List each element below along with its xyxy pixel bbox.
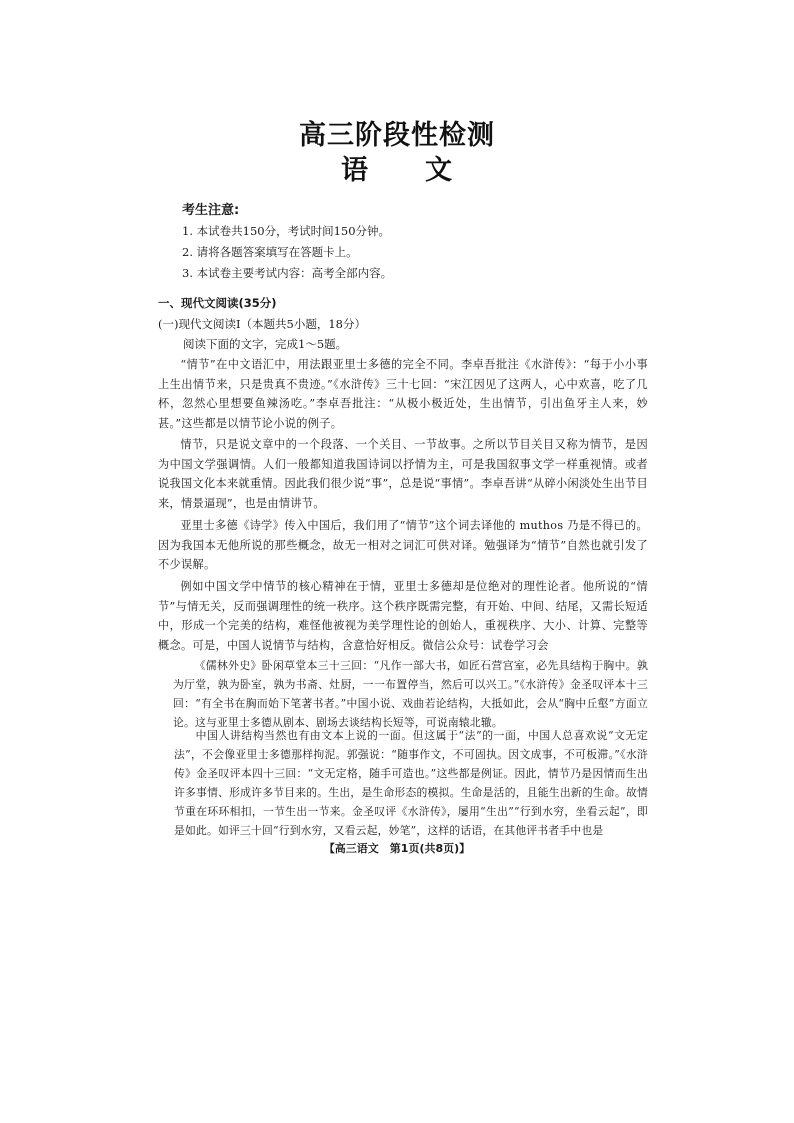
page-footer: 【高三语文 第1页(共8页)】	[323, 842, 471, 855]
passage-paragraph: 亚里士多德《诗学》传入中国后，我们用了“情节”这个词去译他的 muthos 乃是不得已的。因为我国本无他所说的那些概念，故无一相对之词汇可供对译。勉强译为“情节”自然也就引发了不少误解。	[158, 519, 648, 572]
notice-item: 2. 请将各题答案填写在答题卡上。	[182, 245, 358, 259]
subject-title	[0, 148, 794, 187]
passage-paragraph: “情节”在中文语汇中，用法跟亚里士多德的完全不同。李卓吾批注《水浒传》：“每于小小事上生出情节来，只是贵真不贵迹。”《水浒传》三十七回：“宋江因见了这两人，心中欢喜，吃了几杯，忽然心里想要鱼辣汤吃。”李卓吾批注：“从极小极近处，生出情节，引出鱼牙主人来，妙甚。”这些都是以情节论小说的例子。	[158, 358, 648, 430]
passage-quote-paragraph: 《儒林外史》卧闲草堂本三十三回：“凡作一部大书，如匠石营宫室，必先具结构于胸中。孰为厅堂，孰为卧室，孰为书斋、灶厨，一一布置停当，然后可以兴工。”《水浒传》金圣叹评本十三回：“有全书在胸而始下笔著书者。”中国小说、戏曲若论结构，大抵如此，会从“胸中丘壑”方面立论。这与亚里士多德从剧本、剧场去谈结构长短等，可说南辕北辙。	[173, 659, 649, 729]
candidate-notice	[182, 200, 392, 284]
section-heading: 一、现代文阅读(35分)	[158, 296, 277, 310]
notice-item: 1. 本试卷共150分，考试时间150分钟。	[182, 224, 391, 238]
notice-title: 考生注意:	[182, 203, 240, 218]
section-subheading: (一)现代文阅读Ⅰ（本题共5小题，18分）	[158, 317, 366, 331]
passage-paragraph: 例如中国文学中情节的核心精神在于情，亚里士多德却是位绝对的理性论者。他所说的“情节”与情无关，反而强调理性的统一秩序。这个秩序既需完整，有开始、中间、结尾，又需长短适中，形成一个完美的结构，难怪他被视为美学理性论的创始人，重视秩序、大小、计算、完整等概念。可是，中国人说情节与结构，含意恰好相反。微信公众号：试卷学习会	[158, 580, 648, 652]
reading-instruction: 阅读下面的文字，完成1～5题。	[183, 337, 348, 351]
passage-paragraph: 情节，只是说文章中的一个段落、一个关目、一节故事。之所以节目关目又称为情节，是因为中国文学强调情。人们一般都知道我国诗词以抒情为主，可是我国叙事文学一样重视情。或者说我国文化本来就重情。因此我们很少说“事”，总是说“事情”。李卓吾讲“从碎小闲淡处生出节目来，情景逼现”，也是由情讲节。	[158, 438, 648, 510]
exam-title: 高三阶段性检测	[299, 120, 495, 151]
passage-quote-paragraph: 中国人讲结构当然也有由文本上说的一面。但这属于“法”的一面，中国人总喜欢说“文无定法”，不会像亚里士多德那样拘泥。郭强说：“随事作文，不可固执。因文成事，不可板滞。”《水浒传》金圣叹评本四十三回：“文无定格，随手可造也。”这些都是例证。因此，情节乃是因情而生出许多事情、形成许多节目来的。生出，是生命形态的模拟。生命是活的，且能生出新的生命。故情节重在环环相扣，一节生出一节来。金圣叹评《水浒传》，屡用“生出”“行到水穷，坐看云起”，即是如此。如评三十回“行到水穷，又看云起，妙笔”，这样的话语，在其他评书者手中也是	[174, 729, 648, 837]
notice-item: 3. 本试卷主要考试内容：高考全部内容。	[182, 266, 393, 280]
subject-char-2: 文	[425, 155, 453, 186]
subject-char-1: 语	[341, 155, 369, 186]
